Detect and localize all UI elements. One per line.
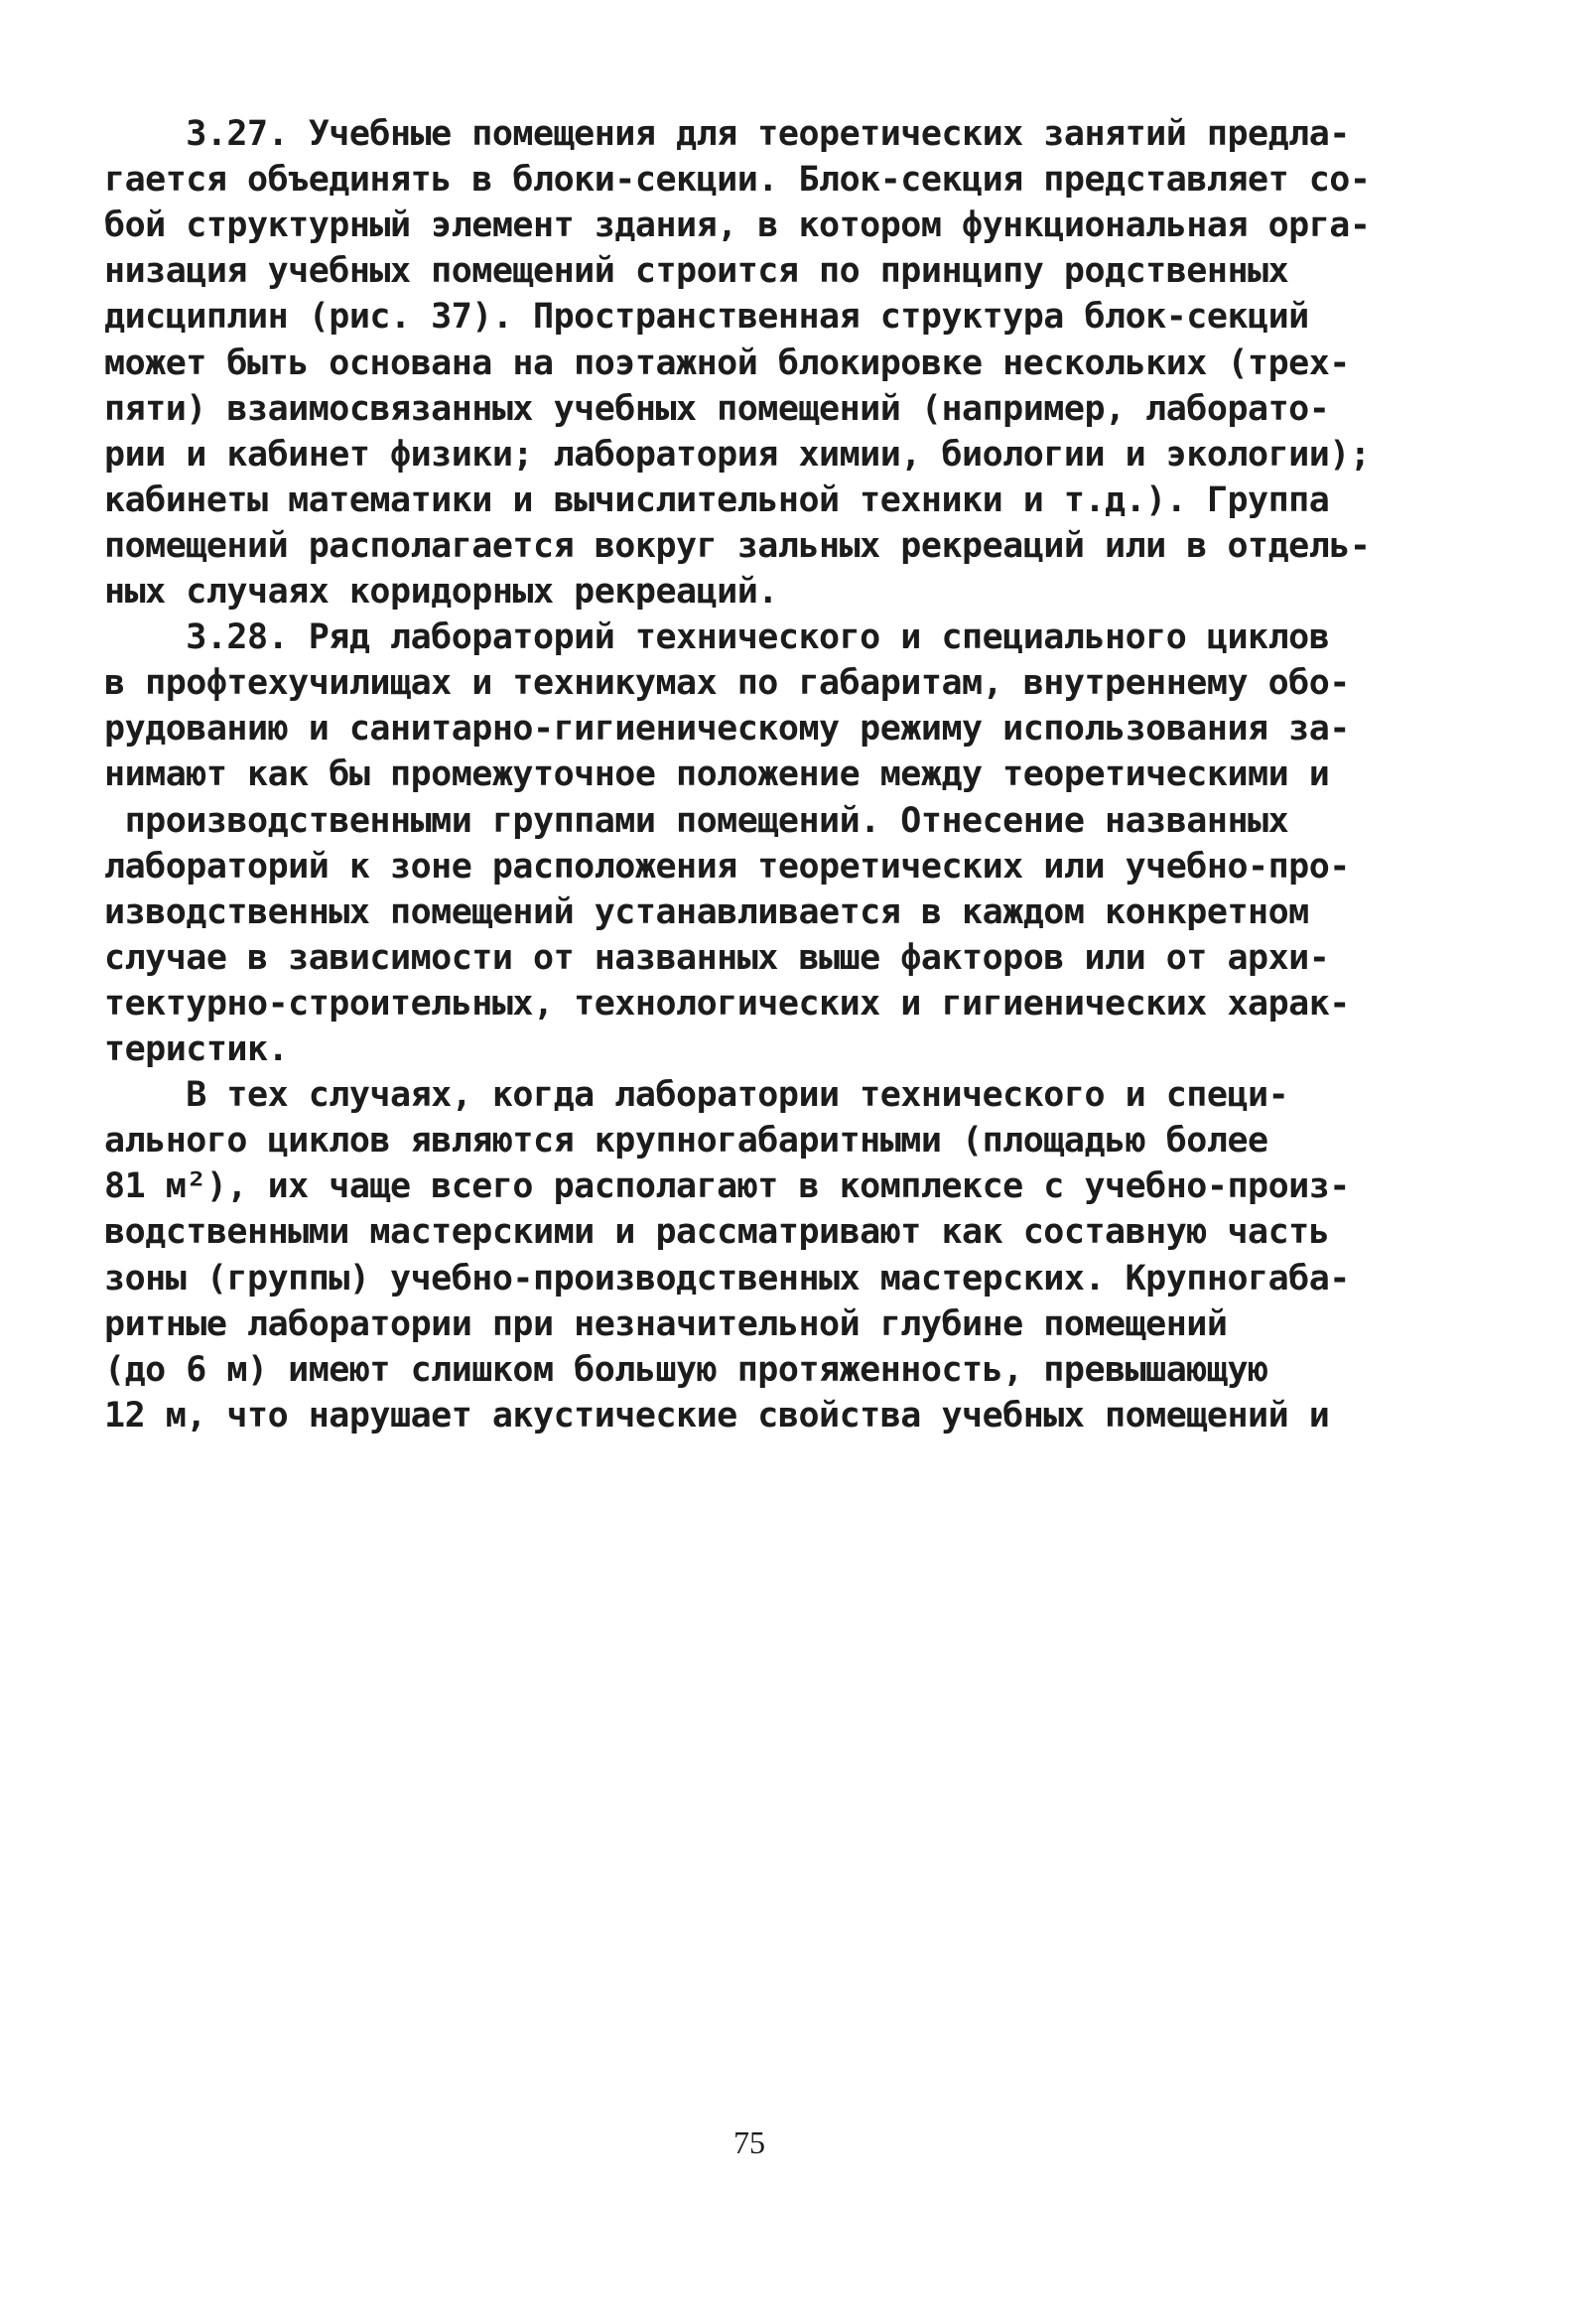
text-line: пяти) взаимосвязанных учебных помещений (например, лаборато- xyxy=(104,389,1330,429)
text-line: лабораторий к зоне расположения теоретических или учебно-про- xyxy=(104,847,1350,887)
text-line: кабинеты математики и вычислительной техники и т.д.). Группа xyxy=(104,480,1330,520)
text-line: дисциплин (рис. 37). Пространственная структура блок-секций xyxy=(104,297,1309,337)
text-line: 12 м, что нарушает акустические свойства учебных помещений и xyxy=(104,1396,1330,1435)
text-line: водственными мастерскими и рассматривают как составную часть xyxy=(104,1212,1330,1252)
text-line: В тех случаях, когда лаборатории технического и специ- xyxy=(104,1075,1289,1115)
text-line: ритные лаборатории при незначительной глубине помещений xyxy=(104,1304,1228,1344)
text-line: 81 м²), их чаще всего располагают в комплексе с учебно-произ- xyxy=(104,1166,1350,1206)
page-number: 75 xyxy=(733,2124,765,2160)
text-line: (до 6 м) имеют слишком большую протяженность, превышающую xyxy=(104,1350,1268,1390)
text-line: ных случаях коридорных рекреаций. xyxy=(104,572,778,612)
text-line: может быть основана на поэтажной блокировке нескольких (трех- xyxy=(104,343,1350,383)
text-line: гается объединять в блоки-секции. Блок-секция представляет со- xyxy=(104,160,1371,200)
text-line: производственными группами помещений. Отнесение названных xyxy=(104,801,1289,841)
text-line: низация учебных помещений строится по принципу родственных xyxy=(104,251,1289,291)
text-line: рудованию и санитарно-гигиеническому режиму использования за- xyxy=(104,709,1350,749)
text-line: тектурно-строительных, технологических и гигиенических харак- xyxy=(104,984,1350,1024)
text-line: 3.28. Ряд лабораторий технического и специального циклов xyxy=(104,617,1330,657)
text-line: случае в зависимости от названных выше факторов или от архи- xyxy=(104,938,1330,978)
text-line: бой структурный элемент здания, в котором функциональная орга- xyxy=(104,205,1371,245)
text-line: рии и кабинет физики; лаборатория химии, биологии и экологии); xyxy=(104,435,1371,475)
text-line: ального циклов являются крупногабаритными (площадью более xyxy=(104,1121,1268,1161)
text-line: в профтехучилищах и техникумах по габаритам, внутреннему обо- xyxy=(104,663,1350,703)
text-line: 3.27. Учебные помещения для теоретических занятий предла- xyxy=(104,114,1350,154)
text-line: нимают как бы промежуточное положение между теоретическими и xyxy=(104,754,1330,794)
text-line: теристик. xyxy=(104,1029,289,1069)
text-line: зоны (группы) учебно-производственных мастерских. Крупногаба- xyxy=(104,1259,1350,1299)
text-line: помещений располагается вокруг зальных рекреаций или в отдель- xyxy=(104,526,1371,566)
text-line: изводственных помещений устанавливается в каждом конкретном xyxy=(104,892,1309,932)
